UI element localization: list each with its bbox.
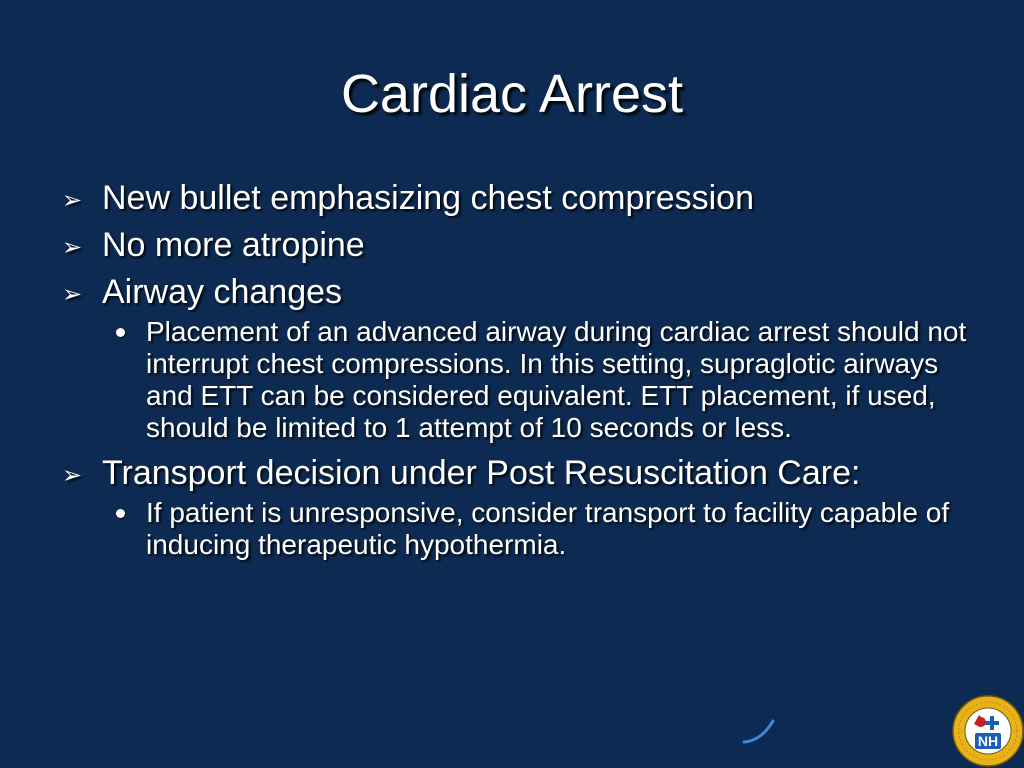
dot-bullet-icon xyxy=(116,509,125,518)
arrow-bullet-icon: ➢ xyxy=(62,462,83,489)
bullet-item xyxy=(62,275,972,310)
arrow-bullet-icon: ➢ xyxy=(62,281,83,308)
bullet-text: Transport decision under Post Resuscitation Care: xyxy=(102,454,861,492)
sub-bullet-text: If patient is unresponsive, consider transport to facility capable of inducing therapeutic hypothermia. xyxy=(146,497,950,560)
arrow-bullet-icon: ➢ xyxy=(62,187,83,214)
sub-bullet-text: Placement of an advanced airway during cardiac arrest should not interrupt chest compressions. In this setting, supraglotic airways and ETT can be considered equivalent. ETT placement, if used, should be limited to 1 attempt of 10 seconds or less. xyxy=(146,316,967,443)
sub-bullet-item xyxy=(62,316,972,444)
nh-ems-seal-logo xyxy=(950,693,1024,768)
arrow-bullet-icon: ➢ xyxy=(62,234,83,261)
bullet-text: Airway changes xyxy=(102,273,343,311)
slide-content xyxy=(62,181,972,573)
bullet-text: No more atropine xyxy=(102,226,365,264)
dot-bullet-icon xyxy=(116,328,125,337)
logo-label: NH xyxy=(977,733,999,749)
bullet-item xyxy=(62,228,972,263)
bullet-item xyxy=(62,456,972,491)
sub-bullet-item xyxy=(62,497,972,561)
swoosh-decoration-icon xyxy=(740,715,780,745)
slide-title: Cardiac Arrest xyxy=(340,64,684,124)
bullet-text: New bullet emphasizing chest compression xyxy=(102,179,754,217)
bullet-item xyxy=(62,181,972,216)
